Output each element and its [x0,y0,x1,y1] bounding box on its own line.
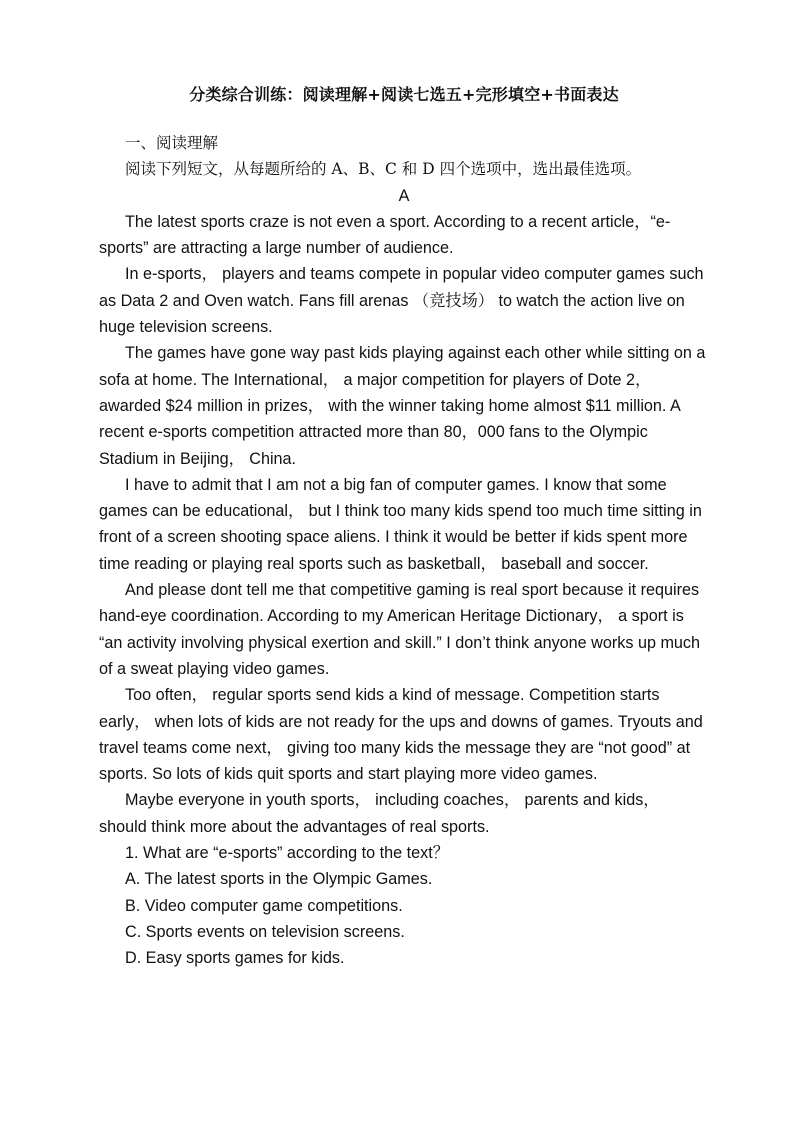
section-heading: 一、阅读理解 [125,134,219,152]
passage-label: A [398,186,410,205]
passage-paragraph: In e-sports， players and teams compete in popular video computer games such as Data 2 and Oven watch. Fans fill arenas （竞技场） to watch the action live on huge television screens. [99,265,704,337]
passage-paragraph: The latest sports craze is not even a sport. According to a recent article，“e-sports” are attracting a large number of audience. [99,212,671,258]
document-title: 分类综合训练：阅读理解+阅读七选五+完形填空+书面表达 [189,85,619,104]
passage-paragraph: The games have gone way past kids playing against each other while sitting on a sofa at home. The International， a major competition for players of Dote 2， awarded $24 million in prizes， with the winner taking home almost $11 million. A recent e-sports competition attracted more than 80，000 fans to the Olympic Stadium in Beijing， China. [99,344,706,468]
answer-option-b: B. Video computer game competitions. [125,896,403,915]
section-instruction: 阅读下列短文，从每题所给的 A、B、C 和 D 四个选项中，选出最佳选项。 [125,160,642,179]
passage-paragraph: And please dont tell me that competitive gaming is real sport because it requires hand-eye coordination. According to my American Heritage Dictionary， a sport is “an activity involving physical exertion and skill.” I don’t think anyone works up much of a sweat playing video games. [99,581,701,678]
document-page [99,82,709,972]
answer-option-a: A. The latest sports in the Olympic Games. [125,870,433,889]
answer-option-c: C. Sports events on television screens. [125,922,405,941]
answer-option-d: D. Easy sports games for kids. [125,949,345,968]
passage-paragraph: Maybe everyone in youth sports， including coaches， parents and kids， should think more about the advantages of real sports. [99,791,660,836]
question-stem: 1. What are “e-sports” according to the text？ [125,844,449,863]
passage-paragraph: Too often， regular sports send kids a kind of message. Competition starts early， when lots of kids are not ready for the ups and downs of games. Tryouts and travel teams come next， giving too many kids the message they are “not good” at sports. So lots of kids quit sports and start playing more video games. [99,686,703,784]
passage-paragraph: I have to admit that I am not a big fan of computer games. I know that some games can be educational， but I think too many kids spend too much time sitting in front of a screen shooting space aliens. I think it would be better if kids spent more time reading or playing real sports such as basketball， baseball and soccer. [99,475,702,573]
